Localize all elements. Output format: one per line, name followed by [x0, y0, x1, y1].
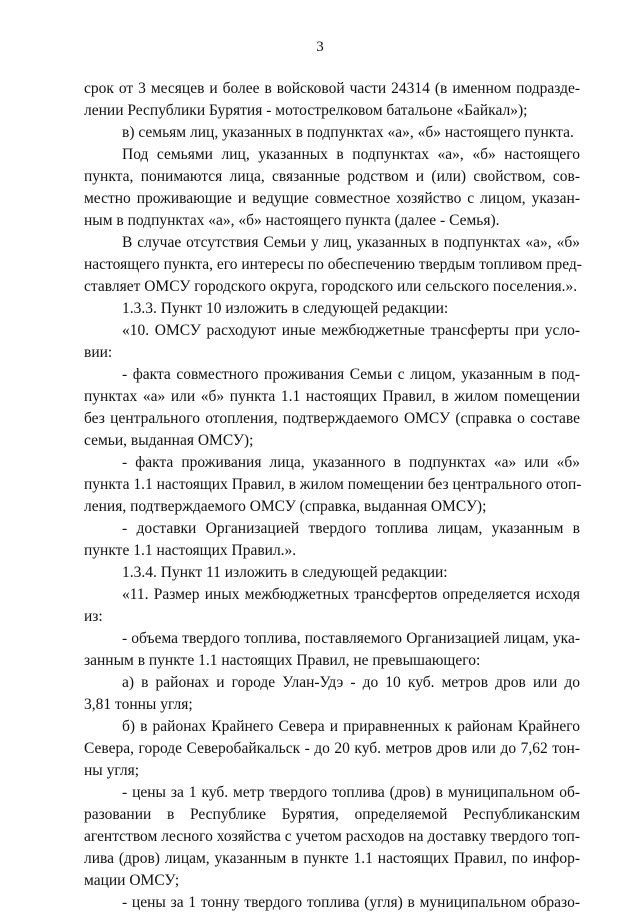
text-line: 1.3.3. Пункт 10 изложить в следующей редакции:: [122, 300, 449, 317]
text-line: занным в пункте 1.1 настоящих Правил, не превышающего:: [84, 652, 481, 669]
text-line: ставляет ОМСУ городского округа, городского или сельского поселения.».: [84, 278, 578, 295]
text-line: пунктах «а» или «б» пункта 1.1 настоящих Правил, в жилом помещении: [84, 388, 580, 405]
text-line: - доставки Организацией твердого топлива лицам, указанным в: [122, 520, 580, 537]
text-line: срок от 3 месяцев и более в войсковой части 24314 (в именном подразде-: [84, 80, 580, 97]
text-line: 1.3.4. Пункт 11 изложить в следующей редакции:: [122, 564, 448, 581]
text-line: ны угля;: [84, 762, 140, 779]
text-line: агентством лесного хозяйства с учетом расходов на доставку твердого топ-: [84, 828, 580, 845]
document-body: [84, 78, 580, 914]
text-line: пункте 1.1 настоящих Правил.».: [84, 542, 297, 559]
text-line: пункта 1.1 настоящих Правил, в жилом помещении без центрального отоп-: [84, 476, 582, 493]
text-line: Под семьями лиц, указанных в подпунктах «а», «б» настоящего: [122, 146, 580, 163]
text-line: ным в подпунктах «а», «б» настоящего пункта (далее - Семья).: [84, 212, 500, 229]
text-line: семьи, выданная ОМСУ);: [84, 432, 254, 449]
text-line: 3,81 тонны угля;: [84, 696, 193, 713]
text-line: В случае отсутствия Семьи у лиц, указанных в подпунктах «а», «б»: [122, 234, 580, 251]
text-line: ления, подтверждаемого ОМСУ (справка, выданная ОМСУ);: [84, 498, 487, 515]
text-line: Севера, городе Северобайкальск - до 20 куб. метров дров или до 7,62 тон-: [84, 740, 580, 757]
text-line: «10. ОМСУ расходуют иные межбюджетные трансферты при усло-: [122, 322, 580, 339]
text-line: мации ОМСУ;: [84, 872, 180, 889]
text-line: «11. Размер иных межбюджетных трансфертов определяется исходя: [122, 586, 580, 603]
text-line: без центрального отопления, подтверждаемого ОМСУ (справка о составе: [84, 410, 580, 427]
text-line: - цены за 1 тонну твердого топлива (угля) в муниципальном образо-: [122, 894, 580, 911]
text-line: пункта, понимаются лица, связанные родством и (или) свойством, сов-: [84, 168, 580, 185]
text-line: местно проживающие и ведущие совместное хозяйство с лицом, указан-: [84, 190, 580, 207]
text-line: из:: [84, 608, 103, 625]
text-line: в) семьям лиц, указанных в подпунктах «а», «б» настоящего пункта.: [122, 124, 574, 141]
text-line: а) в районах и городе Улан-Удэ - до 10 куб. метров дров или до: [122, 674, 580, 691]
text-line: вии:: [84, 344, 113, 361]
text-line: разовании в Республике Бурятия, определяемой Республиканским: [84, 806, 580, 823]
text-line: - факта проживания лица, указанного в подпунктах «а» или «б»: [122, 454, 580, 471]
text-line: - объема твердого топлива, поставляемого Организацией лицам, ука-: [122, 630, 580, 647]
page-number: 3: [316, 39, 324, 55]
text-line: лении Республики Бурятия - мотострелковом батальоне «Байкал»);: [84, 102, 528, 119]
text-line: б) в районах Крайнего Севера и приравненных к районам Крайнего: [122, 718, 580, 735]
text-line: настоящего пункта, его интересы по обеспечению твердым топливом пред-: [84, 256, 582, 273]
text-line: лива (дров) лицам, указанным в пункте 1.1 настоящих Правил, по инфор-: [84, 850, 580, 867]
text-line: - цены за 1 куб. метр твердого топлива (дров) в муниципальном об-: [122, 784, 580, 801]
text-line: - факта совместного проживания Семьи с лицом, указанным в под-: [122, 366, 580, 383]
